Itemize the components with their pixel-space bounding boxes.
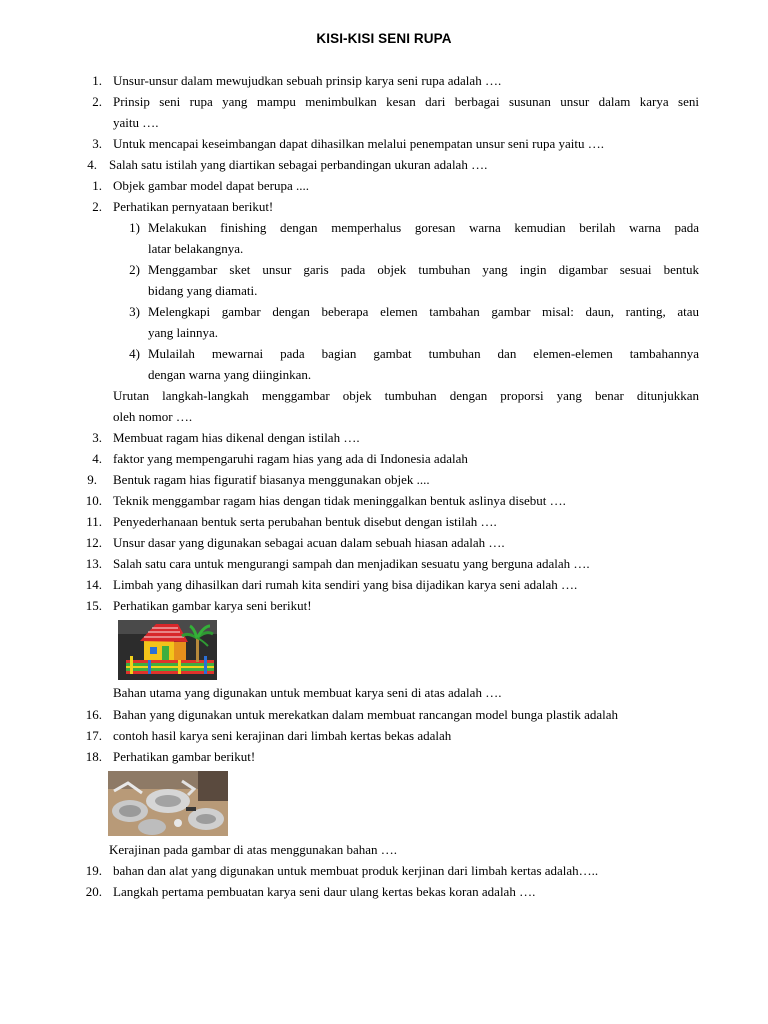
question-text-cont: oleh nomor …. — [113, 409, 193, 424]
sub-item-text-cont: yang lainnya. — [148, 325, 219, 340]
item-number: 16. — [85, 707, 102, 722]
item-number: 10. — [85, 493, 102, 508]
item-number: 11. — [86, 514, 102, 529]
item-number: 17. — [85, 728, 102, 743]
item-number: 4. — [92, 451, 102, 466]
item-number: 13. — [85, 556, 102, 571]
sub-item-number: 2) — [129, 262, 140, 277]
question-text: Perhatikan gambar karya seni berikut! — [113, 598, 312, 613]
sub-item-number: 1) — [129, 220, 140, 235]
item-number: 2. — [92, 94, 102, 109]
question-text: Bahan yang digunakan untuk merekatkan dalam membuat rancangan model bunga plastik adalah — [113, 707, 619, 722]
question-text: Kerajinan pada gambar di atas menggunakan bahan …. — [109, 842, 398, 857]
question-text: faktor yang mempengaruhi ragam hias yang ada di Indonesia adalah — [113, 451, 468, 466]
question-text: Untuk mencapai keseimbangan dapat dihasilkan melalui penempatan unsur seni rupa yaitu …. — [113, 136, 604, 151]
sub-item-text: Mulailah mewarnai pada bagian gambat tumbuhan dan elemen-elemen tambahannya — [148, 346, 699, 361]
sub-item-number: 4) — [129, 346, 140, 361]
question-text: Objek gambar model dapat berupa .... — [113, 178, 310, 193]
sub-item-text-cont: bidang yang diamati. — [148, 283, 258, 298]
question-text: Bahan utama yang digunakan untuk membuat karya seni di atas adalah …. — [113, 685, 502, 700]
question-text: contoh hasil karya seni kerajinan dari limbah kertas bekas adalah — [113, 728, 452, 743]
item-number: 4. — [87, 157, 97, 172]
item-number: 15. — [85, 598, 102, 613]
item-number: 20. — [85, 884, 102, 899]
question-text: Bentuk ragam hias figuratif biasanya menggunakan objek .... — [113, 472, 430, 487]
sub-item-text: Melengkapi gambar dengan beberapa elemen tambahan gambar misal: daun, ranting, atau — [148, 304, 699, 319]
question-text: Membuat ragam hias dikenal dengan istilah …. — [113, 430, 360, 445]
question-text: Langkah pertama pembuatan karya seni daur ulang kertas bekas koran adalah …. — [113, 884, 536, 899]
paper-craft-image — [108, 771, 228, 836]
question-text: Perhatikan gambar berikut! — [113, 749, 256, 764]
sub-item-text: Menggambar sket unsur garis pada objek tumbuhan yang ingin digambar sesuai bentuk — [148, 262, 699, 277]
item-number: 3. — [92, 430, 102, 445]
question-text: Unsur-unsur dalam mewujudkan sebuah prinsip karya seni rupa adalah …. — [113, 73, 502, 88]
question-text: Prinsip seni rupa yang mampu menimbulkan kesan dari berbagai susunan unsur dalam karya seni — [113, 94, 699, 109]
item-number: 2. — [92, 199, 102, 214]
question-text: Unsur dasar yang digunakan sebagai acuan dalam sebuah hiasan adalah …. — [113, 535, 505, 550]
item-number: 14. — [85, 577, 102, 592]
question-text: Urutan langkah-langkah menggambar objek tumbuhan dengan proporsi yang benar ditunjukkan — [113, 388, 699, 403]
question-text: Teknik menggambar ragam hias dengan tidak meninggalkan bentuk aslinya disebut …. — [113, 493, 566, 508]
question-text: bahan dan alat yang digunakan untuk membuat produk kerjinan dari limbah kertas adalah….. — [113, 863, 599, 878]
sub-item-number: 3) — [129, 304, 140, 319]
item-number: 9. — [87, 472, 97, 487]
item-number: 19. — [85, 863, 102, 878]
sub-item-text: Melakukan finishing dengan memperhalus goresan warna kemudian berilah warna pada — [148, 220, 699, 235]
item-number: 1. — [92, 73, 102, 88]
question-text: Penyederhanaan bentuk serta perubahan bentuk disebut dengan istilah …. — [113, 514, 497, 529]
question-text: Perhatikan pernyataan berikut! — [113, 199, 274, 214]
popsicle-stick-house-image — [118, 620, 217, 680]
question-text: Salah satu istilah yang diartikan sebagai perbandingan ukuran adalah …. — [109, 157, 488, 172]
question-text-cont: yaitu …. — [113, 115, 159, 130]
item-number: 1. — [92, 178, 102, 193]
sub-item-text-cont: dengan warna yang diinginkan. — [148, 367, 312, 382]
sub-item-text-cont: latar belakangnya. — [148, 241, 244, 256]
item-number: 3. — [92, 136, 102, 151]
item-number: 12. — [85, 535, 102, 550]
question-text: Limbah yang dihasilkan dari rumah kita sendiri yang bisa dijadikan karya seni adalah …. — [113, 577, 578, 592]
question-text: Salah satu cara untuk mengurangi sampah dan menjadikan sesuatu yang berguna adalah …. — [113, 556, 590, 571]
page-title: KISI-KISI SENI RUPA — [316, 31, 452, 46]
item-number: 18. — [85, 749, 102, 764]
